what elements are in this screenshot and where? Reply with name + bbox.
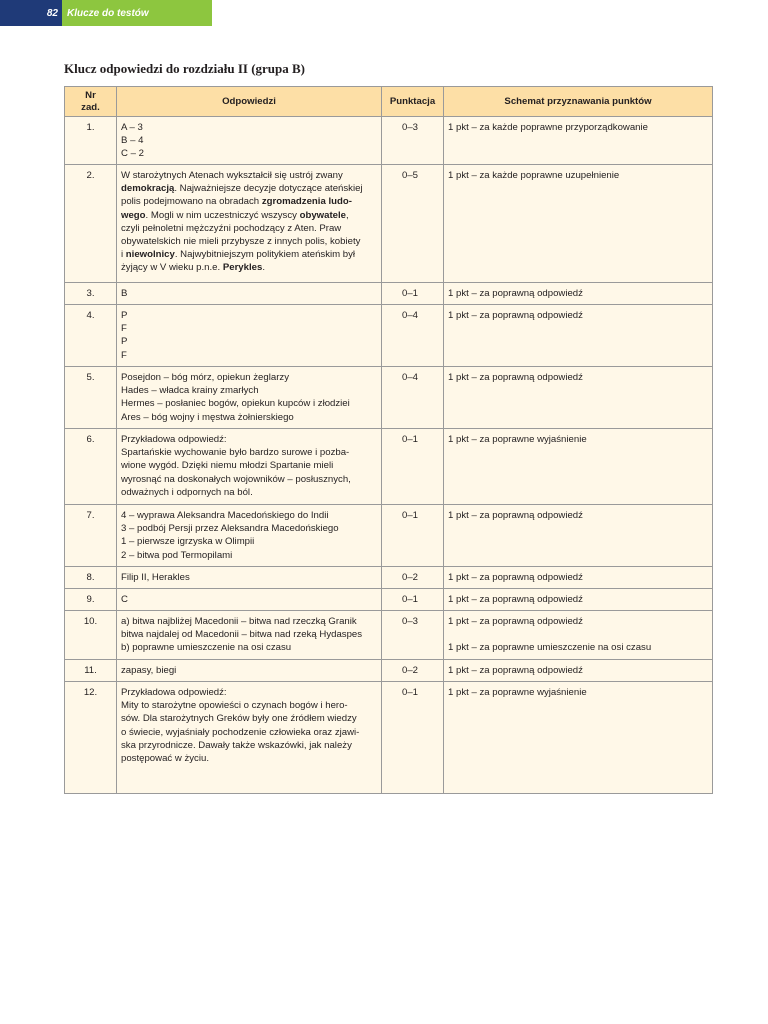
answer-line: A – 3 xyxy=(121,122,143,133)
answer-cell xyxy=(117,305,382,367)
task-number: 2. xyxy=(65,165,117,283)
scheme-line: 1 pkt – za poprawną odpowiedź xyxy=(448,372,583,383)
page-header xyxy=(0,0,212,26)
task-number: 6. xyxy=(65,429,117,505)
answer-keyword: obywatele xyxy=(299,209,346,221)
answer-line: 3 – podbój Persji przez Aleksandra Macedońskiego xyxy=(121,523,339,535)
answer-text: czyli pełnoletni mężczyźni pochodzący z Aten. Praw xyxy=(121,222,342,234)
column-header-scheme: Schemat przyznawania punktów xyxy=(444,87,713,117)
scheme-cell xyxy=(444,611,713,660)
table-row xyxy=(65,682,713,794)
answer-key-table xyxy=(64,86,713,794)
answer-line xyxy=(121,248,377,261)
column-header-points: Punktacja xyxy=(382,87,444,117)
scheme-cell xyxy=(444,682,713,794)
answer-line: Hermes – posłaniec bogów, opiekun kupców i złodziei xyxy=(121,398,350,410)
answer-line: Przykładowa odpowiedź: xyxy=(121,434,227,445)
answer-line xyxy=(121,222,377,235)
task-number: 1. xyxy=(65,117,117,165)
scheme-cell xyxy=(444,429,713,505)
answer-line xyxy=(121,235,377,248)
answer-text: i xyxy=(121,249,126,261)
scheme-cell xyxy=(444,117,713,165)
task-number: 4. xyxy=(65,305,117,367)
scheme-line: 1 pkt – za poprawne wyjaśnienie xyxy=(448,687,587,698)
section-label: Klucze do testów xyxy=(62,0,212,26)
points-cell: 0–1 xyxy=(382,429,444,505)
answer-line: F xyxy=(121,323,127,335)
answer-keyword: zgromadzenia ludo- xyxy=(261,196,352,208)
table-row xyxy=(65,283,713,305)
answer-cell xyxy=(117,505,382,567)
answer-line xyxy=(121,169,377,182)
answer-cell xyxy=(117,117,382,165)
answer-line: B xyxy=(121,288,128,299)
answer-line: Spartańskie wychowanie było bardzo surowe i pozba- xyxy=(121,447,350,459)
scheme-cell xyxy=(444,283,713,305)
answer-line xyxy=(121,261,377,274)
table-row xyxy=(65,165,713,283)
answer-line: 4 – wyprawa Aleksandra Macedońskiego do Indii xyxy=(121,510,329,521)
table-row xyxy=(65,567,713,589)
answer-line: P xyxy=(121,336,128,348)
column-header-nr: Nr zad. xyxy=(65,87,117,117)
answer-line: Hades – władca krainy zmarłych xyxy=(121,385,259,397)
task-number: 7. xyxy=(65,505,117,567)
points-cell: 0–1 xyxy=(382,682,444,794)
scheme-cell xyxy=(444,305,713,367)
points-cell: 0–4 xyxy=(382,367,444,429)
points-cell: 0–3 xyxy=(382,117,444,165)
answer-line: Ares – bóg wojny i męstwa żołnierskiego xyxy=(121,411,294,423)
answer-line: wyrosnąć na doskonałych wojowników – posłusznych, xyxy=(121,473,351,485)
answer-line: 2 – bitwa pod Termopilami xyxy=(121,549,233,561)
scheme-line: 1 pkt – za poprawną odpowiedź xyxy=(448,665,583,676)
answer-cell xyxy=(117,682,382,794)
answer-cell xyxy=(117,367,382,429)
answer-line xyxy=(121,182,377,195)
answer-line: Posejdon – bóg mórz, opiekun żeglarzy xyxy=(121,372,289,383)
table-row xyxy=(65,367,713,429)
scheme-cell xyxy=(444,505,713,567)
scheme-line: 1 pkt – za poprawną odpowiedź xyxy=(448,594,583,605)
answer-keyword: wego xyxy=(121,209,146,221)
answer-line: o świecie, wyjaśniały pochodzenie człowieka oraz zjawi- xyxy=(121,726,360,738)
table-row xyxy=(65,117,713,165)
scheme-cell xyxy=(444,660,713,682)
points-cell: 0–4 xyxy=(382,305,444,367)
answer-text: W starożytnych Atenach wykształcił się ustrój zwany xyxy=(121,170,343,181)
answer-line: P xyxy=(121,310,128,321)
answer-line: sów. Dla starożytnych Greków były one źródłem wiedzy xyxy=(121,713,357,725)
scheme-line: 1 pkt – za poprawną odpowiedź xyxy=(448,510,583,521)
answer-line: 1 – pierwsze igrzyska w Olimpii xyxy=(121,536,255,548)
answer-line: zapasy, biegi xyxy=(121,665,177,676)
answer-line: postępować w życiu. xyxy=(121,753,209,765)
answer-line: Mity to starożytne opowieści o czynach bogów i hero- xyxy=(121,700,348,712)
task-number: 12. xyxy=(65,682,117,794)
table-row xyxy=(65,429,713,505)
points-cell: 0–3 xyxy=(382,611,444,660)
answer-text: . xyxy=(262,262,265,274)
scheme-cell xyxy=(444,367,713,429)
answer-text: . Najwybitniejszym politykiem ateńskim był xyxy=(174,249,356,261)
scheme-line: 1 pkt – za poprawną odpowiedź xyxy=(448,310,583,321)
points-cell: 0–2 xyxy=(382,567,444,589)
answer-line: wione wygód. Dzięki niemu młodzi Spartanie mieli xyxy=(121,460,334,472)
answer-text: , xyxy=(345,209,349,221)
task-number: 8. xyxy=(65,567,117,589)
answer-line: odważnych i odpornych na ból. xyxy=(121,486,253,498)
table-header-row xyxy=(65,87,713,117)
points-cell: 0–1 xyxy=(382,589,444,611)
table-row xyxy=(65,305,713,367)
answer-line: bitwa najdalej od Macedonii – bitwa nad rzeką Hydaspes xyxy=(121,629,363,641)
answer-line xyxy=(121,195,377,208)
task-number: 9. xyxy=(65,589,117,611)
scheme-cell xyxy=(444,567,713,589)
scheme-line: 1 pkt – za poprawną odpowiedź xyxy=(448,616,583,627)
scheme-line xyxy=(448,628,708,641)
scheme-line: 1 pkt – za poprawne wyjaśnienie xyxy=(448,434,587,445)
scheme-line: 1 pkt – za poprawną odpowiedź xyxy=(448,288,583,299)
answer-cell xyxy=(117,660,382,682)
answer-line: Przykładowa odpowiedź: xyxy=(121,687,227,698)
answer-cell xyxy=(117,165,382,283)
scheme-cell xyxy=(444,165,713,283)
scheme-cell xyxy=(444,589,713,611)
answer-text: polis podejmowano na obradach xyxy=(121,196,262,208)
page-number: 82 xyxy=(0,0,62,26)
answer-cell xyxy=(117,611,382,660)
answer-line: b) poprawne umieszczenie na osi czasu xyxy=(121,642,292,654)
points-cell: 0–1 xyxy=(382,283,444,305)
task-number: 11. xyxy=(65,660,117,682)
table-row xyxy=(65,611,713,660)
scheme-line: 1 pkt – za każde poprawne uzupełnienie xyxy=(448,170,620,181)
answer-text: . Najważniejsze decyzje dotyczące ateńskiej xyxy=(174,183,363,195)
table-row xyxy=(65,660,713,682)
page-title: Klucz odpowiedzi do rozdziału II (grupa B) xyxy=(64,61,306,76)
answer-line: Filip II, Herakles xyxy=(121,572,190,583)
answer-text: obywatelskich nie mieli przybysze z innych polis, kobiety xyxy=(121,236,361,248)
answer-line: F xyxy=(121,349,127,361)
answer-cell xyxy=(117,283,382,305)
task-number: 5. xyxy=(65,367,117,429)
task-number: 10. xyxy=(65,611,117,660)
scheme-line: 1 pkt – za poprawną odpowiedź xyxy=(448,572,583,583)
table-row xyxy=(65,589,713,611)
points-cell: 0–1 xyxy=(382,505,444,567)
answer-line: B – 4 xyxy=(121,135,144,147)
answer-line: a) bitwa najbliżej Macedonii – bitwa nad rzeczką Granik xyxy=(121,616,357,627)
scheme-line: 1 pkt – za poprawne umieszczenie na osi czasu xyxy=(448,642,652,654)
answer-cell xyxy=(117,429,382,505)
column-header-answers: Odpowiedzi xyxy=(117,87,382,117)
table-row xyxy=(65,505,713,567)
answer-text: żyjący w V wieku p.n.e. xyxy=(121,262,223,274)
scheme-line: 1 pkt – za każde poprawne przyporządkowanie xyxy=(448,122,648,133)
answer-line: C – 2 xyxy=(121,148,144,160)
answer-cell xyxy=(117,567,382,589)
task-number: 3. xyxy=(65,283,117,305)
answer-text: . Mogli w nim uczestniczyć wszyscy xyxy=(145,209,300,221)
answer-keyword: niewolnicy xyxy=(125,249,175,261)
answer-line: ska przyrodnicze. Dawały także wskazówki, jak należy xyxy=(121,739,352,751)
answer-keyword: demokracją xyxy=(121,183,175,195)
answer-keyword: Perykles xyxy=(222,262,263,274)
answer-line xyxy=(121,209,377,222)
points-cell: 0–5 xyxy=(382,165,444,283)
answer-cell xyxy=(117,589,382,611)
points-cell: 0–2 xyxy=(382,660,444,682)
table-body xyxy=(65,117,713,794)
answer-line: C xyxy=(121,594,128,605)
